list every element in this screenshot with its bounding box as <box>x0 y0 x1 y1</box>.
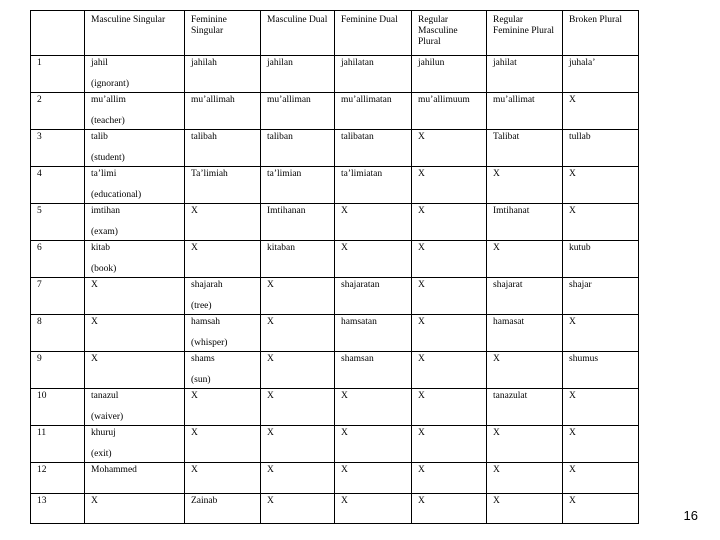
broken-plural-cell <box>563 426 639 463</box>
regular-feminine-plural-cell-text: X <box>493 354 500 364</box>
regular-feminine-plural-cell <box>487 426 563 463</box>
broken-plural-cell <box>563 204 639 241</box>
broken-plural-cell <box>563 130 639 167</box>
feminine-dual-cell <box>335 494 412 524</box>
feminine-dual-cell-text: X <box>341 206 348 216</box>
row-number <box>31 93 85 130</box>
regular-feminine-plural-cell-text: X <box>493 169 500 179</box>
regular-feminine-plural-cell-text: Imtihanat <box>493 206 530 216</box>
feminine-dual-cell <box>335 93 412 130</box>
masculine-singular-cell-text: jahil <box>91 58 108 68</box>
masculine-dual-cell-text: Imtihanan <box>267 206 306 216</box>
broken-plural-cell-text: juhala’ <box>569 58 596 68</box>
broken-plural-cell <box>563 352 639 389</box>
feminine-dual-cell-text: X <box>341 243 348 253</box>
feminine-singular-cell <box>185 93 261 130</box>
regular-feminine-plural-cell-text: X <box>493 496 500 506</box>
row-number-text: 13 <box>37 496 47 506</box>
feminine-singular-cell <box>185 389 261 426</box>
masculine-dual-cell <box>261 494 335 524</box>
masculine-singular-cell <box>85 56 185 93</box>
masculine-singular-cell <box>85 204 185 241</box>
masculine-singular-cell-text: mu’allim <box>91 95 126 105</box>
english-gloss: (waiver) <box>91 412 124 422</box>
regular-feminine-plural-cell-text: mu’allimat <box>493 95 535 105</box>
row-number-text: 6 <box>37 243 42 253</box>
english-gloss: (exit) <box>91 449 112 459</box>
feminine-dual-cell <box>335 426 412 463</box>
regular-feminine-plural-cell <box>487 56 563 93</box>
broken-plural-cell-text: tullab <box>569 132 591 142</box>
regular-masculine-plural-cell-text: X <box>418 496 425 506</box>
broken-plural-cell <box>563 315 639 352</box>
masculine-singular-cell-text: X <box>91 354 98 364</box>
regular-masculine-plural-cell <box>412 167 487 204</box>
table-row <box>31 278 639 315</box>
feminine-dual-cell-text: X <box>341 391 348 401</box>
row-number-text: 7 <box>37 280 42 290</box>
masculine-singular-cell <box>85 463 185 494</box>
feminine-singular-cell-text: X <box>191 243 198 253</box>
masculine-singular-cell <box>85 426 185 463</box>
masculine-dual-cell <box>261 389 335 426</box>
feminine-dual-cell <box>335 167 412 204</box>
regular-masculine-plural-cell <box>412 278 487 315</box>
feminine-dual-cell-text: X <box>341 428 348 438</box>
row-number-text: 5 <box>37 206 42 216</box>
header-broken-plural: Broken Plural <box>563 11 639 56</box>
regular-feminine-plural-cell-text: Talibat <box>493 132 520 142</box>
masculine-dual-cell <box>261 130 335 167</box>
masculine-singular-cell <box>85 167 185 204</box>
feminine-dual-cell <box>335 352 412 389</box>
broken-plural-cell <box>563 167 639 204</box>
feminine-singular-cell-text: Ta’limiah <box>191 169 228 179</box>
feminine-singular-cell <box>185 426 261 463</box>
regular-feminine-plural-cell <box>487 315 563 352</box>
feminine-dual-cell <box>335 130 412 167</box>
masculine-singular-cell-text: X <box>91 280 98 290</box>
masculine-dual-cell <box>261 167 335 204</box>
broken-plural-cell-text: X <box>569 95 576 105</box>
regular-masculine-plural-cell-text: X <box>418 428 425 438</box>
feminine-dual-cell-text: X <box>341 496 348 506</box>
masculine-singular-cell-text: tanazul <box>91 391 119 401</box>
masculine-dual-cell-text: X <box>267 317 274 327</box>
header-row <box>31 11 639 56</box>
feminine-singular-cell-text: jahilah <box>191 58 217 68</box>
regular-feminine-plural-cell <box>487 352 563 389</box>
table-row <box>31 204 639 241</box>
english-gloss: (whisper) <box>191 338 228 348</box>
feminine-dual-cell <box>335 463 412 494</box>
regular-masculine-plural-cell <box>412 463 487 494</box>
masculine-singular-cell-text: X <box>91 496 98 506</box>
masculine-dual-cell-text: X <box>267 280 274 290</box>
table-row <box>31 93 639 130</box>
regular-feminine-plural-cell-text: X <box>493 428 500 438</box>
masculine-singular-cell <box>85 389 185 426</box>
regular-feminine-plural-cell <box>487 204 563 241</box>
feminine-singular-cell <box>185 463 261 494</box>
feminine-dual-cell <box>335 315 412 352</box>
regular-feminine-plural-cell <box>487 241 563 278</box>
regular-masculine-plural-cell <box>412 56 487 93</box>
feminine-dual-cell <box>335 56 412 93</box>
row-number <box>31 167 85 204</box>
regular-feminine-plural-cell <box>487 494 563 524</box>
broken-plural-cell <box>563 93 639 130</box>
row-number <box>31 56 85 93</box>
feminine-singular-cell <box>185 56 261 93</box>
row-number-text: 8 <box>37 317 42 327</box>
row-number <box>31 426 85 463</box>
english-gloss: (tree) <box>191 301 212 311</box>
broken-plural-cell <box>563 278 639 315</box>
regular-masculine-plural-cell <box>412 315 487 352</box>
regular-masculine-plural-cell <box>412 241 487 278</box>
table-row <box>31 389 639 426</box>
regular-feminine-plural-cell-text: tanazulat <box>493 391 528 401</box>
regular-masculine-plural-cell-text: X <box>418 391 425 401</box>
noun-forms-table <box>30 10 639 524</box>
broken-plural-cell-text: X <box>569 317 576 327</box>
broken-plural-cell <box>563 494 639 524</box>
row-number <box>31 352 85 389</box>
broken-plural-cell <box>563 241 639 278</box>
masculine-dual-cell-text: X <box>267 391 274 401</box>
masculine-dual-cell-text: ta’limian <box>267 169 302 179</box>
row-number-text: 11 <box>37 428 47 438</box>
regular-masculine-plural-cell-text: X <box>418 317 425 327</box>
masculine-dual-cell-text: jahilan <box>267 58 293 68</box>
feminine-singular-cell-text: X <box>191 206 198 216</box>
row-number <box>31 389 85 426</box>
english-gloss: (book) <box>91 264 117 274</box>
broken-plural-cell <box>563 389 639 426</box>
masculine-singular-cell <box>85 278 185 315</box>
feminine-singular-cell <box>185 204 261 241</box>
row-number <box>31 463 85 494</box>
regular-feminine-plural-cell <box>487 463 563 494</box>
regular-masculine-plural-cell-text: X <box>418 465 425 475</box>
row-number <box>31 204 85 241</box>
row-number-text: 12 <box>37 465 47 475</box>
row-number <box>31 315 85 352</box>
row-number-text: 9 <box>37 354 42 364</box>
regular-feminine-plural-cell <box>487 389 563 426</box>
broken-plural-cell-text: kutub <box>569 243 591 253</box>
masculine-dual-cell <box>261 241 335 278</box>
masculine-singular-cell <box>85 494 185 524</box>
feminine-singular-cell <box>185 494 261 524</box>
feminine-singular-cell <box>185 241 261 278</box>
english-gloss: (educational) <box>91 190 142 200</box>
feminine-dual-cell <box>335 389 412 426</box>
masculine-dual-cell <box>261 426 335 463</box>
broken-plural-cell-text: shajar <box>569 280 592 290</box>
masculine-dual-cell <box>261 93 335 130</box>
regular-masculine-plural-cell <box>412 389 487 426</box>
regular-masculine-plural-cell-text: mu’allimuum <box>418 95 470 105</box>
masculine-dual-cell <box>261 56 335 93</box>
row-number-text: 3 <box>37 132 42 142</box>
regular-masculine-plural-cell-text: X <box>418 243 425 253</box>
english-gloss: (student) <box>91 153 125 163</box>
masculine-singular-cell <box>85 315 185 352</box>
masculine-singular-cell <box>85 241 185 278</box>
broken-plural-cell <box>563 463 639 494</box>
feminine-dual-cell <box>335 278 412 315</box>
masculine-dual-cell <box>261 278 335 315</box>
feminine-dual-cell-text: shamsan <box>341 354 374 364</box>
masculine-dual-cell-text: kitaban <box>267 243 295 253</box>
regular-masculine-plural-cell-text: jahilun <box>418 58 445 68</box>
masculine-dual-cell-text: taliban <box>267 132 293 142</box>
regular-masculine-plural-cell-text: X <box>418 280 425 290</box>
regular-masculine-plural-cell-text: X <box>418 354 425 364</box>
feminine-singular-cell-text: hamsah <box>191 317 221 327</box>
regular-masculine-plural-cell <box>412 93 487 130</box>
masculine-singular-cell-text: X <box>91 317 98 327</box>
table-row <box>31 352 639 389</box>
header-regular-masculine-plural: Regular Masculine Plural <box>412 11 487 56</box>
header-number <box>31 11 85 56</box>
row-number <box>31 278 85 315</box>
broken-plural-cell-text: shumus <box>569 354 599 364</box>
masculine-dual-cell-text: X <box>267 496 274 506</box>
regular-masculine-plural-cell <box>412 130 487 167</box>
feminine-singular-cell <box>185 278 261 315</box>
masculine-dual-cell <box>261 204 335 241</box>
feminine-singular-cell-text: X <box>191 465 198 475</box>
row-number-text: 4 <box>37 169 42 179</box>
masculine-singular-cell-text: imtihan <box>91 206 121 216</box>
table-row <box>31 167 639 204</box>
header-feminine-dual: Feminine Dual <box>335 11 412 56</box>
feminine-singular-cell-text: shajarah <box>191 280 223 290</box>
regular-feminine-plural-cell-text: shajarat <box>493 280 523 290</box>
feminine-singular-cell-text: X <box>191 428 198 438</box>
english-gloss: (exam) <box>91 227 118 237</box>
broken-plural-cell <box>563 56 639 93</box>
feminine-dual-cell-text: ta’limiatan <box>341 169 383 179</box>
feminine-dual-cell-text: talibatan <box>341 132 374 142</box>
table-row <box>31 426 639 463</box>
table-row <box>31 130 639 167</box>
english-gloss: (teacher) <box>91 116 125 126</box>
masculine-singular-cell <box>85 93 185 130</box>
english-gloss: (ignorant) <box>91 79 129 89</box>
table-row <box>31 315 639 352</box>
regular-masculine-plural-cell <box>412 352 487 389</box>
row-number <box>31 241 85 278</box>
header-masculine-dual: Masculine Dual <box>261 11 335 56</box>
masculine-singular-cell-text: ta’limi <box>91 169 117 179</box>
feminine-dual-cell-text: shajaratan <box>341 280 380 290</box>
masculine-dual-cell <box>261 315 335 352</box>
broken-plural-cell-text: X <box>569 465 576 475</box>
broken-plural-cell-text: X <box>569 206 576 216</box>
regular-masculine-plural-cell-text: X <box>418 132 425 142</box>
masculine-dual-cell-text: X <box>267 354 274 364</box>
feminine-dual-cell <box>335 204 412 241</box>
regular-feminine-plural-cell-text: hamasat <box>493 317 525 327</box>
masculine-dual-cell <box>261 352 335 389</box>
feminine-dual-cell-text: hamsatan <box>341 317 377 327</box>
regular-feminine-plural-cell-text: jahilat <box>493 58 517 68</box>
masculine-singular-cell <box>85 130 185 167</box>
table-body <box>31 56 639 524</box>
regular-feminine-plural-cell-text: X <box>493 465 500 475</box>
feminine-singular-cell-text: Zainab <box>191 496 218 506</box>
masculine-dual-cell-text: X <box>267 465 274 475</box>
masculine-dual-cell <box>261 463 335 494</box>
broken-plural-cell-text: X <box>569 496 576 506</box>
masculine-singular-cell-text: khuruj <box>91 428 116 438</box>
feminine-dual-cell-text: jahilatan <box>341 58 374 68</box>
row-number <box>31 130 85 167</box>
masculine-singular-cell-text: Mohammed <box>91 465 137 475</box>
row-number-text: 1 <box>37 58 42 68</box>
regular-feminine-plural-cell <box>487 93 563 130</box>
row-number-text: 2 <box>37 95 42 105</box>
header-masculine-singular: Masculine Singular <box>85 11 185 56</box>
feminine-singular-cell <box>185 167 261 204</box>
masculine-dual-cell-text: mu’alliman <box>267 95 311 105</box>
feminine-dual-cell <box>335 241 412 278</box>
feminine-dual-cell-text: mu’allimatan <box>341 95 392 105</box>
feminine-singular-cell <box>185 315 261 352</box>
feminine-dual-cell-text: X <box>341 465 348 475</box>
masculine-singular-cell <box>85 352 185 389</box>
page-number: 16 <box>683 508 698 523</box>
masculine-singular-cell-text: kitab <box>91 243 110 253</box>
regular-masculine-plural-cell-text: X <box>418 169 425 179</box>
table-row <box>31 463 639 494</box>
regular-masculine-plural-cell <box>412 494 487 524</box>
feminine-singular-cell-text: talibah <box>191 132 217 142</box>
table-row <box>31 241 639 278</box>
regular-feminine-plural-cell <box>487 130 563 167</box>
regular-masculine-plural-cell <box>412 204 487 241</box>
table-row <box>31 494 639 524</box>
header-feminine-singular: Feminine Singular <box>185 11 261 56</box>
feminine-singular-cell-text: shams <box>191 354 215 364</box>
feminine-singular-cell <box>185 130 261 167</box>
regular-masculine-plural-cell <box>412 426 487 463</box>
masculine-singular-cell-text: talib <box>91 132 108 142</box>
regular-feminine-plural-cell <box>487 278 563 315</box>
english-gloss: (sun) <box>191 375 211 385</box>
feminine-singular-cell-text: X <box>191 391 198 401</box>
broken-plural-cell-text: X <box>569 391 576 401</box>
broken-plural-cell-text: X <box>569 428 576 438</box>
feminine-singular-cell-text: mu’allimah <box>191 95 235 105</box>
regular-feminine-plural-cell <box>487 167 563 204</box>
broken-plural-cell-text: X <box>569 169 576 179</box>
table-row <box>31 56 639 93</box>
header-regular-feminine-plural: Regular Feminine Plural <box>487 11 563 56</box>
masculine-dual-cell-text: X <box>267 428 274 438</box>
row-number <box>31 494 85 524</box>
feminine-singular-cell <box>185 352 261 389</box>
regular-feminine-plural-cell-text: X <box>493 243 500 253</box>
row-number-text: 10 <box>37 391 47 401</box>
regular-masculine-plural-cell-text: X <box>418 206 425 216</box>
